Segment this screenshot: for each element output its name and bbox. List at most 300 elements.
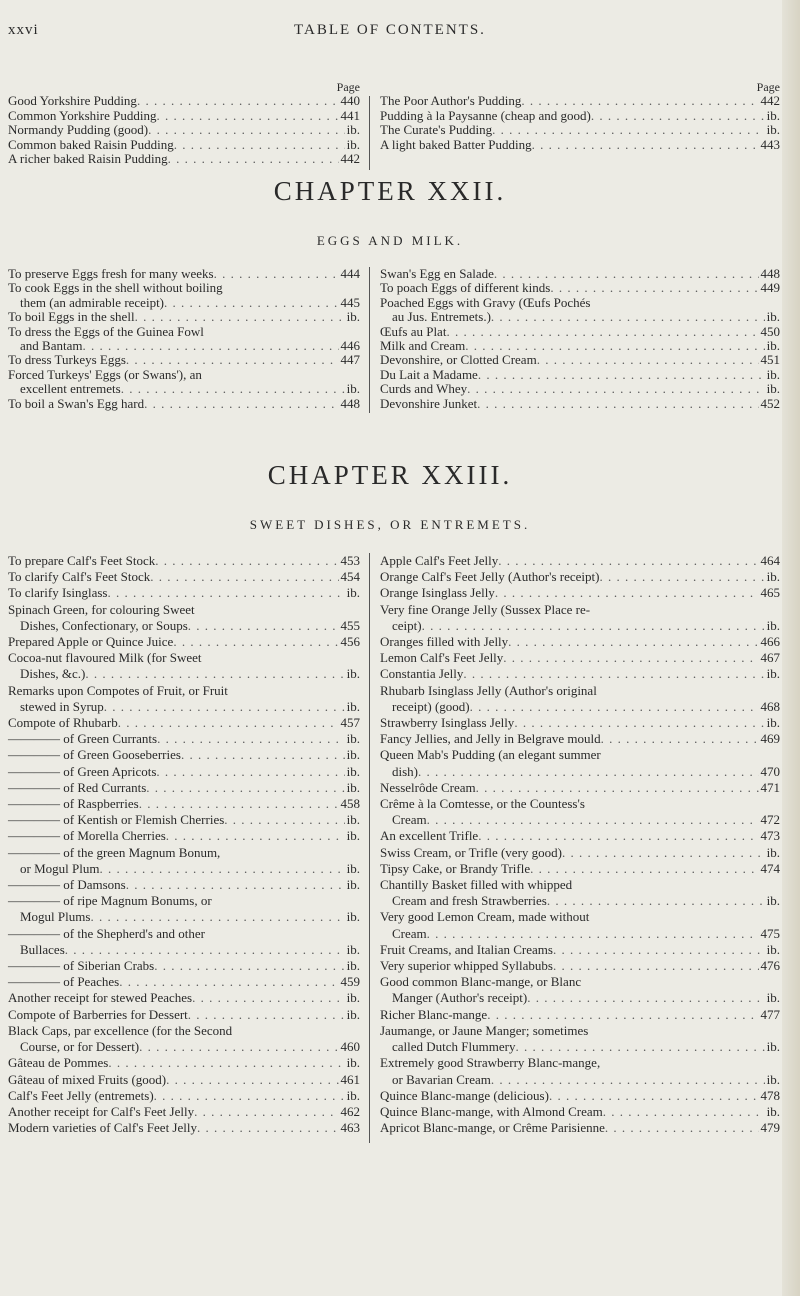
- entry-title: Remarks upon Compotes of Fruit, or Fruit: [8, 682, 228, 698]
- toc-entry: [8, 893, 360, 909]
- dot-leader: [495, 585, 759, 601]
- entry-title: ceipt): [392, 617, 422, 633]
- entry-title: Rhubarb Isinglass Jelly (Author's original: [380, 682, 597, 698]
- entry-page-number: ib.: [346, 958, 360, 974]
- entry-title: ———— of Siberian Crabs: [8, 958, 155, 974]
- entry-page-number: ib.: [766, 1103, 780, 1119]
- entry-title: Chantilly Basket filled with whipped: [380, 877, 573, 893]
- entry-page-number: ib.: [346, 1055, 360, 1071]
- toc-entry: [8, 368, 360, 382]
- entry-title: Prepared Apple or Quince Juice: [8, 634, 174, 650]
- chapter-subject: SWEET DISHES, OR ENTREMETS.: [249, 517, 531, 532]
- entry-title: Oranges filled with Jelly: [380, 634, 509, 650]
- chapter-heading: CHAPTER XXII.: [273, 176, 507, 206]
- dot-leader: [192, 990, 345, 1006]
- dot-leader: [427, 812, 759, 828]
- entry-page-number: 448: [760, 266, 780, 281]
- dot-leader: [463, 666, 764, 682]
- toc-entry: [380, 942, 780, 958]
- dot-leader: [503, 650, 758, 666]
- toc-entry: [380, 909, 780, 925]
- entry-list: [8, 553, 360, 1136]
- toc-entry: [8, 942, 360, 958]
- entry-page-number: 461: [340, 1071, 360, 1087]
- toc-entry: [8, 1072, 360, 1088]
- toc-entry: [8, 845, 360, 861]
- entry-page-number: 470: [760, 763, 780, 779]
- dot-leader: [118, 715, 339, 731]
- dot-leader: [515, 1039, 764, 1055]
- dot-leader: [530, 861, 758, 877]
- dot-leader: [562, 845, 765, 861]
- toc-entry: [380, 382, 780, 396]
- entry-title: To dress the Eggs of the Guinea Fowl: [8, 323, 204, 339]
- entry-title: them (an admirable receipt): [20, 294, 165, 310]
- entry-title: ———— of Morella Cherries: [8, 828, 166, 844]
- toc-entry: [380, 926, 780, 942]
- entry-page-number: ib.: [346, 122, 360, 138]
- toc-entry: [8, 764, 360, 780]
- entry-page-number: 457: [340, 715, 360, 731]
- entry-title: ———— of Raspberries: [8, 796, 139, 812]
- entry-page-number: 460: [340, 1039, 360, 1055]
- dot-leader: [224, 812, 344, 828]
- toc-entry: [8, 397, 360, 411]
- dot-leader: [135, 310, 345, 324]
- entry-title: To boil Eggs in the shell: [8, 309, 135, 325]
- dot-leader: [157, 731, 345, 747]
- toc-entry: [380, 296, 780, 310]
- toc-entry: [380, 683, 780, 699]
- entry-page-number: ib.: [766, 1039, 780, 1055]
- dot-leader: [514, 715, 764, 731]
- toc-entry: [8, 780, 360, 796]
- entry-title: au Jus. Entremets.): [392, 309, 491, 325]
- dot-leader: [99, 861, 344, 877]
- entry-page-number: 453: [340, 553, 360, 568]
- entry-page-number: 466: [760, 634, 780, 650]
- entry-title: and Bantam: [20, 338, 83, 354]
- page-edge: [782, 0, 800, 1296]
- entry-title: Gâteau de Pommes: [8, 1055, 109, 1071]
- entry-title: Common baked Raisin Pudding: [8, 136, 174, 152]
- dot-leader: [547, 893, 765, 909]
- toc-entry: [8, 1055, 360, 1071]
- dot-leader: [156, 109, 338, 123]
- entry-title: Very good Lemon Cream, made without: [380, 909, 590, 925]
- toc-entry: [380, 715, 780, 731]
- entry-page-number: 477: [760, 1006, 780, 1022]
- dot-leader: [465, 339, 764, 353]
- toc-entry: [380, 1120, 780, 1136]
- entry-page-number: ib.: [346, 941, 360, 957]
- entry-page-number: 448: [340, 395, 360, 411]
- toc-entry: [380, 368, 780, 382]
- entry-title: To poach Eggs of different kinds: [380, 280, 551, 296]
- dot-leader: [156, 764, 344, 780]
- top-right-column: [380, 80, 780, 152]
- entry-title: Cocoa-nut flavoured Milk (for Sweet: [8, 650, 202, 666]
- dot-leader: [418, 764, 759, 780]
- toc-entry: [380, 109, 780, 123]
- toc-entry: [380, 1039, 780, 1055]
- entry-title: Modern varieties of Calf's Feet Jelly: [8, 1120, 197, 1136]
- entry-title: Another receipt for Calf's Feet Jelly: [8, 1103, 195, 1119]
- entry-page-number: 472: [760, 812, 780, 828]
- toc-entry: [380, 123, 780, 137]
- toc-entry: [8, 1039, 360, 1055]
- dot-leader: [553, 958, 759, 974]
- entry-title: To preserve Eggs fresh for many weeks: [8, 266, 214, 281]
- dot-leader: [498, 553, 758, 569]
- entry-page-number: ib.: [346, 309, 360, 325]
- entry-title: Fancy Jellies, and Jelly in Belgrave mould: [380, 731, 601, 747]
- entry-page-number: ib.: [766, 381, 780, 397]
- entry-title: Good common Blanc-mange, or Blanc: [380, 974, 582, 990]
- entry-title: Orange Isinglass Jelly: [380, 585, 495, 601]
- toc-entry: [8, 812, 360, 828]
- toc-entry: [8, 281, 360, 295]
- entry-page-number: ib.: [346, 909, 360, 925]
- entry-page-number: ib.: [346, 698, 360, 714]
- entry-title: Apricot Blanc-mange, or Crême Parisienne: [380, 1120, 605, 1136]
- entry-page-number: 440: [340, 93, 360, 109]
- toc-entry: [8, 909, 360, 925]
- toc-entry: [8, 109, 360, 123]
- dot-leader: [427, 926, 759, 942]
- toc-entry: [380, 585, 780, 601]
- toc-entry: [380, 325, 780, 339]
- entry-title: stewed in Syrup: [20, 698, 104, 714]
- toc-entry: [380, 845, 780, 861]
- column-divider: [369, 96, 370, 170]
- dot-leader: [550, 281, 758, 295]
- entry-page-number: ib.: [766, 309, 780, 325]
- dot-leader: [146, 780, 344, 796]
- toc-entry: [380, 94, 780, 108]
- entry-page-number: ib.: [766, 893, 780, 909]
- toc-entry: [8, 796, 360, 812]
- entry-title: The Poor Author's Pudding: [380, 93, 522, 109]
- dot-leader: [139, 1039, 338, 1055]
- dot-leader: [150, 569, 338, 585]
- toc-entry: [8, 585, 360, 601]
- entry-page-number: 467: [760, 650, 780, 666]
- entry-page-number: 451: [760, 352, 780, 368]
- dot-leader: [121, 382, 345, 396]
- dot-leader: [197, 1120, 339, 1136]
- toc-entry: [8, 310, 360, 324]
- entry-title: Lemon Calf's Feet Jelly: [380, 650, 504, 666]
- entry-page-number: ib.: [766, 990, 780, 1006]
- dot-leader: [537, 353, 759, 367]
- top-left-column: [8, 80, 360, 166]
- dot-leader: [85, 666, 344, 682]
- entry-page-number: 462: [340, 1103, 360, 1119]
- toc-entry: [8, 1007, 360, 1023]
- entry-page-number: ib.: [346, 666, 360, 682]
- entry-title: Compote of Barberries for Dessert: [8, 1006, 188, 1022]
- dot-leader: [527, 990, 764, 1006]
- entry-page-number: ib.: [766, 1071, 780, 1087]
- toc-entry: [8, 1023, 360, 1039]
- entry-title: Pudding à la Paysanne (cheap and good): [380, 107, 591, 123]
- entry-title: ———— of Green Apricots: [8, 763, 157, 779]
- dot-leader: [478, 828, 758, 844]
- entry-title: To prepare Calf's Feet Stock: [8, 553, 156, 568]
- dot-leader: [166, 828, 345, 844]
- toc-entry: [380, 138, 780, 152]
- toc-entry: [380, 861, 780, 877]
- entry-page-number: 455: [340, 617, 360, 633]
- entry-title: Calf's Feet Jelly (entremets): [8, 1087, 154, 1103]
- toc-entry: [8, 94, 360, 108]
- entry-page-number: ib.: [766, 338, 780, 354]
- dot-leader: [154, 958, 344, 974]
- entry-page-number: 458: [340, 796, 360, 812]
- dot-leader: [422, 618, 765, 634]
- entry-title: Cream: [392, 812, 427, 828]
- entry-page-number: ib.: [346, 860, 360, 876]
- toc-entry: [8, 152, 360, 166]
- chapter-subject: EGGS AND MILK.: [316, 233, 464, 248]
- entry-title: Constantia Jelly: [380, 666, 464, 682]
- toc-entry: [8, 339, 360, 353]
- entry-page-number: 452: [760, 395, 780, 411]
- dot-leader: [137, 94, 339, 108]
- entry-page-number: ib.: [346, 877, 360, 893]
- toc-entry: [380, 602, 780, 618]
- entry-title: Course, or for Dessert): [20, 1039, 140, 1055]
- entry-title: Dishes, Confectionary, or Soups: [20, 617, 188, 633]
- entry-page-number: 441: [340, 107, 360, 123]
- entry-page-number: ib.: [766, 107, 780, 123]
- entry-page-number: ib.: [766, 941, 780, 957]
- entry-page-number: ib.: [766, 715, 780, 731]
- toc-entry: [380, 1007, 780, 1023]
- toc-entry: [8, 267, 360, 281]
- entry-title: Apple Calf's Feet Jelly: [380, 553, 499, 568]
- entry-page-number: 473: [760, 828, 780, 844]
- dot-leader: [82, 339, 338, 353]
- entry-title: Nesselrôde Cream: [380, 779, 476, 795]
- entry-page-number: ib.: [346, 731, 360, 747]
- entry-page-number: ib.: [766, 366, 780, 382]
- toc-entry: [8, 828, 360, 844]
- entry-page-number: 463: [340, 1120, 360, 1136]
- entry-page-number: 474: [760, 860, 780, 876]
- entry-title: Another receipt for stewed Peaches: [8, 990, 193, 1006]
- toc-entry: [380, 1023, 780, 1039]
- toc-entry: [8, 1120, 360, 1136]
- toc-entry: [380, 1088, 780, 1104]
- entry-page-number: 476: [760, 958, 780, 974]
- entry-title: Manger (Author's receipt): [392, 990, 528, 1006]
- dot-leader: [477, 397, 758, 411]
- entry-title: ———— of the green Magnum Bonum,: [8, 844, 221, 860]
- entry-title: An excellent Trifle: [380, 828, 479, 844]
- dot-leader: [188, 1007, 345, 1023]
- dot-leader: [603, 1104, 765, 1120]
- entry-page-number: ib.: [346, 1087, 360, 1103]
- entry-page-number: 456: [340, 634, 360, 650]
- toc-entry: [380, 764, 780, 780]
- entry-page-number: 475: [760, 925, 780, 941]
- entry-title: Orange Calf's Feet Jelly (Author's receipt): [380, 569, 600, 585]
- toc-entry: [8, 666, 360, 682]
- entry-title: Compote of Rhubarb: [8, 715, 118, 731]
- toc-entry: [380, 747, 780, 763]
- entry-list: [380, 267, 780, 411]
- entry-title: To clarify Calf's Feet Stock: [8, 569, 151, 585]
- dot-leader: [508, 634, 758, 650]
- dot-leader: [446, 325, 758, 339]
- entry-title: Quince Blanc-mange (delicious): [380, 1087, 549, 1103]
- dot-leader: [467, 382, 764, 396]
- entry-title: Du Lait a Madame: [380, 366, 478, 382]
- dot-leader: [492, 123, 765, 137]
- dot-leader: [476, 780, 759, 796]
- toc-entry: [380, 569, 780, 585]
- entry-page-number: 478: [760, 1087, 780, 1103]
- toc-entry: [380, 1055, 780, 1071]
- dot-leader: [126, 877, 345, 893]
- toc-entry: [8, 747, 360, 763]
- entry-page-number: ib.: [346, 585, 360, 601]
- entry-title: Swiss Cream, or Trifle (very good): [380, 844, 562, 860]
- entry-page-number: 449: [760, 280, 780, 296]
- toc-entry: [380, 812, 780, 828]
- entry-page-number: 465: [760, 585, 780, 601]
- entry-title: Queen Mab's Pudding (an elegant summer: [380, 747, 601, 763]
- entry-page-number: ib.: [766, 569, 780, 585]
- toc-entry: [380, 1104, 780, 1120]
- entry-page-number: ib.: [346, 812, 360, 828]
- dot-leader: [532, 138, 759, 152]
- entry-title: Devonshire, or Clotted Cream: [380, 352, 537, 368]
- entry-title: Cream: [392, 925, 427, 941]
- toc-entry: [380, 618, 780, 634]
- entry-title: Cream and fresh Strawberries: [392, 893, 547, 909]
- entry-page-number: ib.: [346, 747, 360, 763]
- dot-leader: [491, 1072, 765, 1088]
- dot-leader: [126, 353, 339, 367]
- entry-title: or Bavarian Cream: [392, 1071, 491, 1087]
- page-column-label: Page: [756, 80, 780, 94]
- entry-page-number: 447: [340, 352, 360, 368]
- toc-entry: [8, 325, 360, 339]
- toc-entry: [8, 958, 360, 974]
- toc-entry: [380, 310, 780, 324]
- entry-title: Swan's Egg en Salade: [380, 266, 494, 281]
- dot-leader: [553, 942, 765, 958]
- entry-title: Mogul Plums: [20, 909, 91, 925]
- entry-title: Tipsy Cake, or Brandy Trifle: [380, 860, 531, 876]
- entry-title: Quince Blanc-mange, with Almond Cream: [380, 1103, 603, 1119]
- dot-leader: [521, 94, 758, 108]
- toc-entry: [8, 974, 360, 990]
- toc-entry: [380, 877, 780, 893]
- toc-entry: [380, 990, 780, 1006]
- entry-title: A richer baked Raisin Pudding: [8, 151, 168, 167]
- entry-title: Œufs au Plat: [380, 323, 447, 339]
- entry-title: Devonshire Junket: [380, 395, 478, 411]
- entry-page-number: 479: [760, 1120, 780, 1136]
- dot-leader: [148, 123, 345, 137]
- toc-entry: [380, 974, 780, 990]
- entry-title: or Mogul Plum: [20, 860, 100, 876]
- toc-entry: [380, 780, 780, 796]
- entry-page-number: ib.: [346, 136, 360, 152]
- toc-entry: [8, 683, 360, 699]
- entry-title: Milk and Cream: [380, 338, 466, 354]
- toc-entry: [8, 382, 360, 396]
- dot-leader: [181, 747, 345, 763]
- dot-leader: [108, 1055, 344, 1071]
- toc-entry: [8, 990, 360, 1006]
- entry-page-number: ib.: [346, 763, 360, 779]
- entry-title: Very superior whipped Syllabubs: [380, 958, 553, 974]
- entry-page-number: ib.: [346, 779, 360, 795]
- entry-page-number: 446: [340, 338, 360, 354]
- entry-list: [380, 94, 780, 152]
- dot-leader: [214, 267, 339, 281]
- entry-title: ———— of the Shepherd's and other: [8, 925, 205, 941]
- dot-leader: [90, 909, 344, 925]
- toc-entry: [380, 731, 780, 747]
- entry-title: ———— of Peaches: [8, 974, 120, 990]
- running-header: [0, 18, 780, 48]
- dot-leader: [154, 1088, 345, 1104]
- entry-title: Very fine Orange Jelly (Sussex Place re-: [380, 601, 591, 617]
- toc-entry: [380, 650, 780, 666]
- running-title: TABLE OF CONTENTS.: [294, 22, 486, 38]
- entry-page-number: ib.: [346, 990, 360, 1006]
- toc-entry: [380, 796, 780, 812]
- dot-leader: [470, 699, 759, 715]
- toc-entry: [380, 828, 780, 844]
- toc-entry: [8, 353, 360, 367]
- entry-title: To cook Eggs in the shell without boiling: [8, 280, 223, 296]
- entry-title: Forced Turkeys' Eggs (or Swans'), an: [8, 366, 202, 382]
- entry-title: called Dutch Flummery: [392, 1039, 516, 1055]
- toc-entry: [380, 699, 780, 715]
- toc-entry: [8, 634, 360, 650]
- toc-entry: [8, 926, 360, 942]
- toc-entry: [8, 861, 360, 877]
- column-divider: [369, 553, 370, 1143]
- entry-page-number: 444: [340, 266, 360, 281]
- entry-title: Extremely good Strawberry Blanc-mange,: [380, 1055, 601, 1071]
- toc-entry: [8, 602, 360, 618]
- dot-leader: [601, 731, 759, 747]
- dot-leader: [194, 1104, 338, 1120]
- entry-page-number: 443: [760, 136, 780, 152]
- toc-entry: [8, 715, 360, 731]
- toc-entry: [8, 1088, 360, 1104]
- dot-leader: [173, 634, 338, 650]
- entry-page-number: ib.: [766, 666, 780, 682]
- entry-title: Spinach Green, for colouring Sweet: [8, 601, 195, 617]
- entry-title: Strawberry Isinglass Jelly: [380, 715, 515, 731]
- entry-title: ———— of Damsons: [8, 877, 126, 893]
- entry-page-number: 471: [760, 779, 780, 795]
- entry-title: ———— of Kentish or Flemish Cherries: [8, 812, 225, 828]
- toc-entry: [380, 267, 780, 281]
- entry-title: Dishes, &c.): [20, 666, 86, 682]
- entry-page-number: 469: [760, 731, 780, 747]
- entry-title: ———— of Red Currants: [8, 779, 147, 795]
